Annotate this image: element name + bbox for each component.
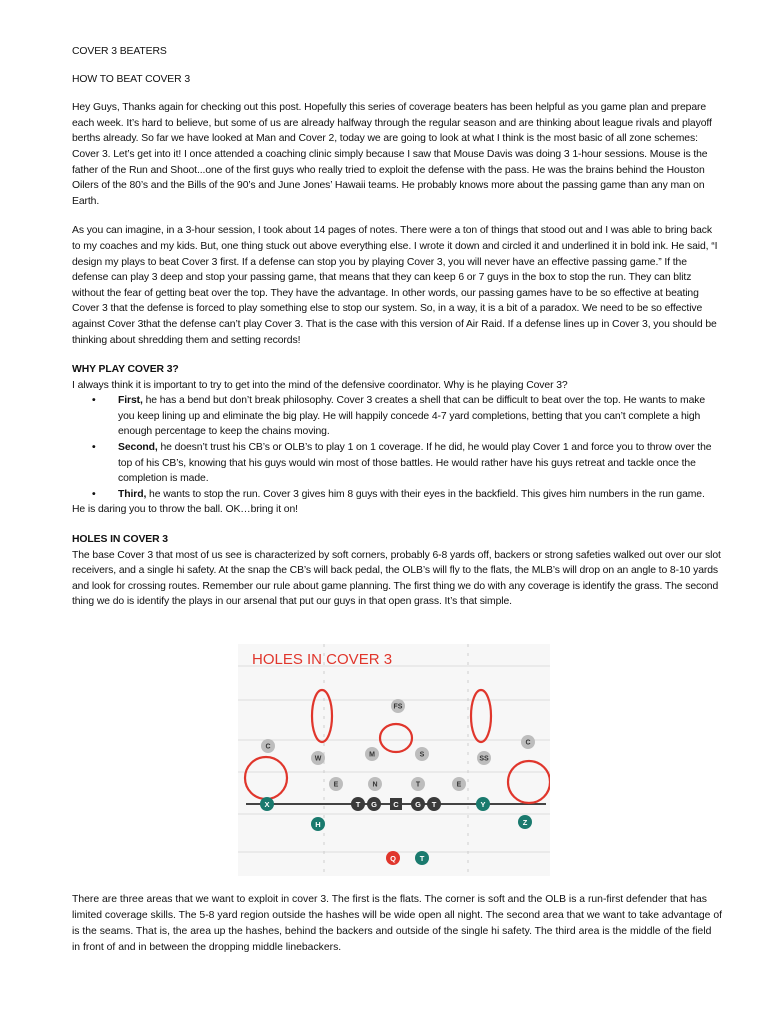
svg-text:FS: FS xyxy=(393,703,403,711)
defender-m xyxy=(365,747,379,761)
bullet-lead: Third, xyxy=(118,488,147,500)
defender-fs xyxy=(391,699,405,713)
bullet-lead: Second, xyxy=(118,442,158,454)
receiver-y xyxy=(476,797,490,811)
bullet-text: he wants to stop the run. Cover 3 gives him 8 guys with their eyes in the backfield. This gives him numbers in the run game. xyxy=(146,488,705,500)
lineman-g-left xyxy=(367,797,381,811)
center xyxy=(390,798,402,810)
lineman-t-right xyxy=(427,797,441,811)
diagram-title: HOLES IN COVER 3 xyxy=(252,651,393,668)
list-item xyxy=(72,487,722,503)
defender-s xyxy=(415,747,429,761)
defender-n xyxy=(368,777,382,791)
defender-c-left xyxy=(261,739,275,753)
svg-text:M: M xyxy=(369,751,375,759)
doc-title: COVER 3 BEATERS xyxy=(72,46,167,57)
bullet: • xyxy=(92,442,96,454)
svg-text:C: C xyxy=(393,799,399,809)
defender-e-right xyxy=(452,777,466,791)
svg-text:S: S xyxy=(419,751,425,759)
defender-ss xyxy=(477,751,491,765)
lineman-g-right xyxy=(411,797,425,811)
svg-text:Z: Z xyxy=(522,817,528,827)
svg-text:C: C xyxy=(265,743,271,751)
list-item xyxy=(72,393,722,440)
svg-text:T: T xyxy=(419,853,425,863)
document-body xyxy=(72,44,722,610)
defender-c-right xyxy=(521,735,535,749)
list-item xyxy=(72,440,722,487)
svg-text:Q: Q xyxy=(390,853,396,863)
bullet-text: he has a bend but don’t break philosophy. Cover 3 creates a shell that can be difficult to beat over the top. He wants to make you keep lining up and eliminate the big play. He will happily concede 4-7 yard completions, betting that you can’t complete a high enough percentage to keep the chains moving. xyxy=(118,395,706,438)
svg-text:G: G xyxy=(371,799,377,809)
holes-paragraph: The base Cover 3 that most of us see is characterized by soft corners, probably 6-8 yards off, backers or strong safeties walked out over our slot receivers, and a single hi safety. At the snap the CB’s will back pedal, the OLB’s will fly to the flats, the MLB’s will drop on an angle to 8-10 yards and look for crossing routes. Remember our rule about game planning. The first thing we do with any coverage is identify the grass. The second thing we do is identify the plays in our arsenal that put our guys in that open grass. It’s that simple. xyxy=(72,549,721,608)
defender-t xyxy=(411,777,425,791)
receiver-h xyxy=(311,817,325,831)
why-outro: He is daring you to throw the ball. OK…bring it on! xyxy=(72,504,298,516)
section-heading-holes: HOLES IN COVER 3 xyxy=(72,534,168,546)
doc-subtitle: HOW TO BEAT COVER 3 xyxy=(72,73,191,85)
why-list xyxy=(72,393,722,502)
bullet: • xyxy=(92,488,96,500)
clinic-paragraph: As you can imagine, in a 3-hour session, I took about 14 pages of notes. There were a ton of things that stood out and I was able to bring back to my coaches and my kids. But, one thing stuck out above everything else. I wrote it down and circled it and underlined it in bold ink. He said, “I design my plays to beat Cover 3 first. If a defense can stop you by playing Cover 3, you will never have an effective passing game.” If the defense can play 3 deep and stop your passing game, that means that they can keep 6 or 7 guys in the box to stop the run. They can blitz without the fear of getting beat over the top. They have the advantage. In other words, our passing games have to be so effective at beating Cover 3 that the defense is forced to play something else to stop our system. So, in a way, it is a bit of a paradox. We need to be so effective against Cover 3that the defense can’t play Cover 3. That is the case with this version of Air Raid. If a defense lines up in Cover 3, you should be thinking about shredding them and setting records! xyxy=(72,225,718,346)
bullet-text: he doesn’t trust his CB’s or OLB’s to play 1 on 1 coverage. If he did, he would play Cover 1 and force you to throw over the top of his CB’s, knowing that his guys would win most of those battles. He would rather have his guys retreat and tackle once the completion is made. xyxy=(118,442,712,485)
svg-text:E: E xyxy=(333,781,339,789)
quarterback-q xyxy=(386,851,400,865)
svg-text:E: E xyxy=(456,781,462,789)
svg-text:Y: Y xyxy=(480,799,486,809)
svg-text:H: H xyxy=(315,819,321,829)
svg-text:G: G xyxy=(415,799,421,809)
svg-text:W: W xyxy=(314,755,322,763)
holes-in-cover3-diagram xyxy=(238,644,550,876)
bullet: • xyxy=(92,395,96,407)
defender-w xyxy=(311,751,325,765)
svg-text:SS: SS xyxy=(479,755,489,763)
receiver-z xyxy=(518,815,532,829)
svg-text:T: T xyxy=(415,781,421,789)
lineman-t-left xyxy=(351,797,365,811)
receiver-x xyxy=(260,797,274,811)
tailback-t xyxy=(415,851,429,865)
svg-text:C: C xyxy=(525,739,531,747)
why-intro: I always think it is important to try to get into the mind of the defensive coordinator. Why is he playing Cover 3? xyxy=(72,379,568,391)
svg-text:T: T xyxy=(355,799,361,809)
defender-e-left xyxy=(329,777,343,791)
bullet-lead: First, xyxy=(118,395,143,407)
diagram-background xyxy=(238,644,550,876)
svg-text:T: T xyxy=(431,799,437,809)
intro-paragraph: Hey Guys, Thanks again for checking out this post. Hopefully this series of coverage beaters has been helpful as you game plan and prepare each week. It’s hard to believe, but some of us are already halfway through the regular season and are thinking about league rivals and playoff berths already. So far we have looked at Man and Cover 2, today we are going to look at what I think is the most basic of all zone schemes: Cover 3. Let’s get into it! I once attended a coaching clinic simply because I saw that Mouse Davis was doing 3 1-hour sessions. Mouse is the father of the Run and Shoot...one of the first guys who really tried to exploit the defense with the pass. He was the brains behind the Houston Oilers of the 80’s and the Bills of the 90’s and June Jones’ Hawaii teams. He probably knows more about the passing game than any man on Earth. xyxy=(72,102,712,207)
svg-text:N: N xyxy=(372,781,378,789)
exploit-paragraph: There are three areas that we want to exploit in cover 3. The first is the flats. The corner is soft and the OLB is a run-first defender that has limited coverage skills. The 5-8 yard region outside the hashes will be wide open all night. The second area that we want to take advantage of is the seams. That is, the area up the hashes, behind the backers and outside of the single hi safety. The third area is the middle of the field in front of and in between the dropping middle linebackers. xyxy=(72,894,722,953)
svg-text:X: X xyxy=(264,799,270,809)
section-heading-why: WHY PLAY COVER 3? xyxy=(72,364,179,376)
